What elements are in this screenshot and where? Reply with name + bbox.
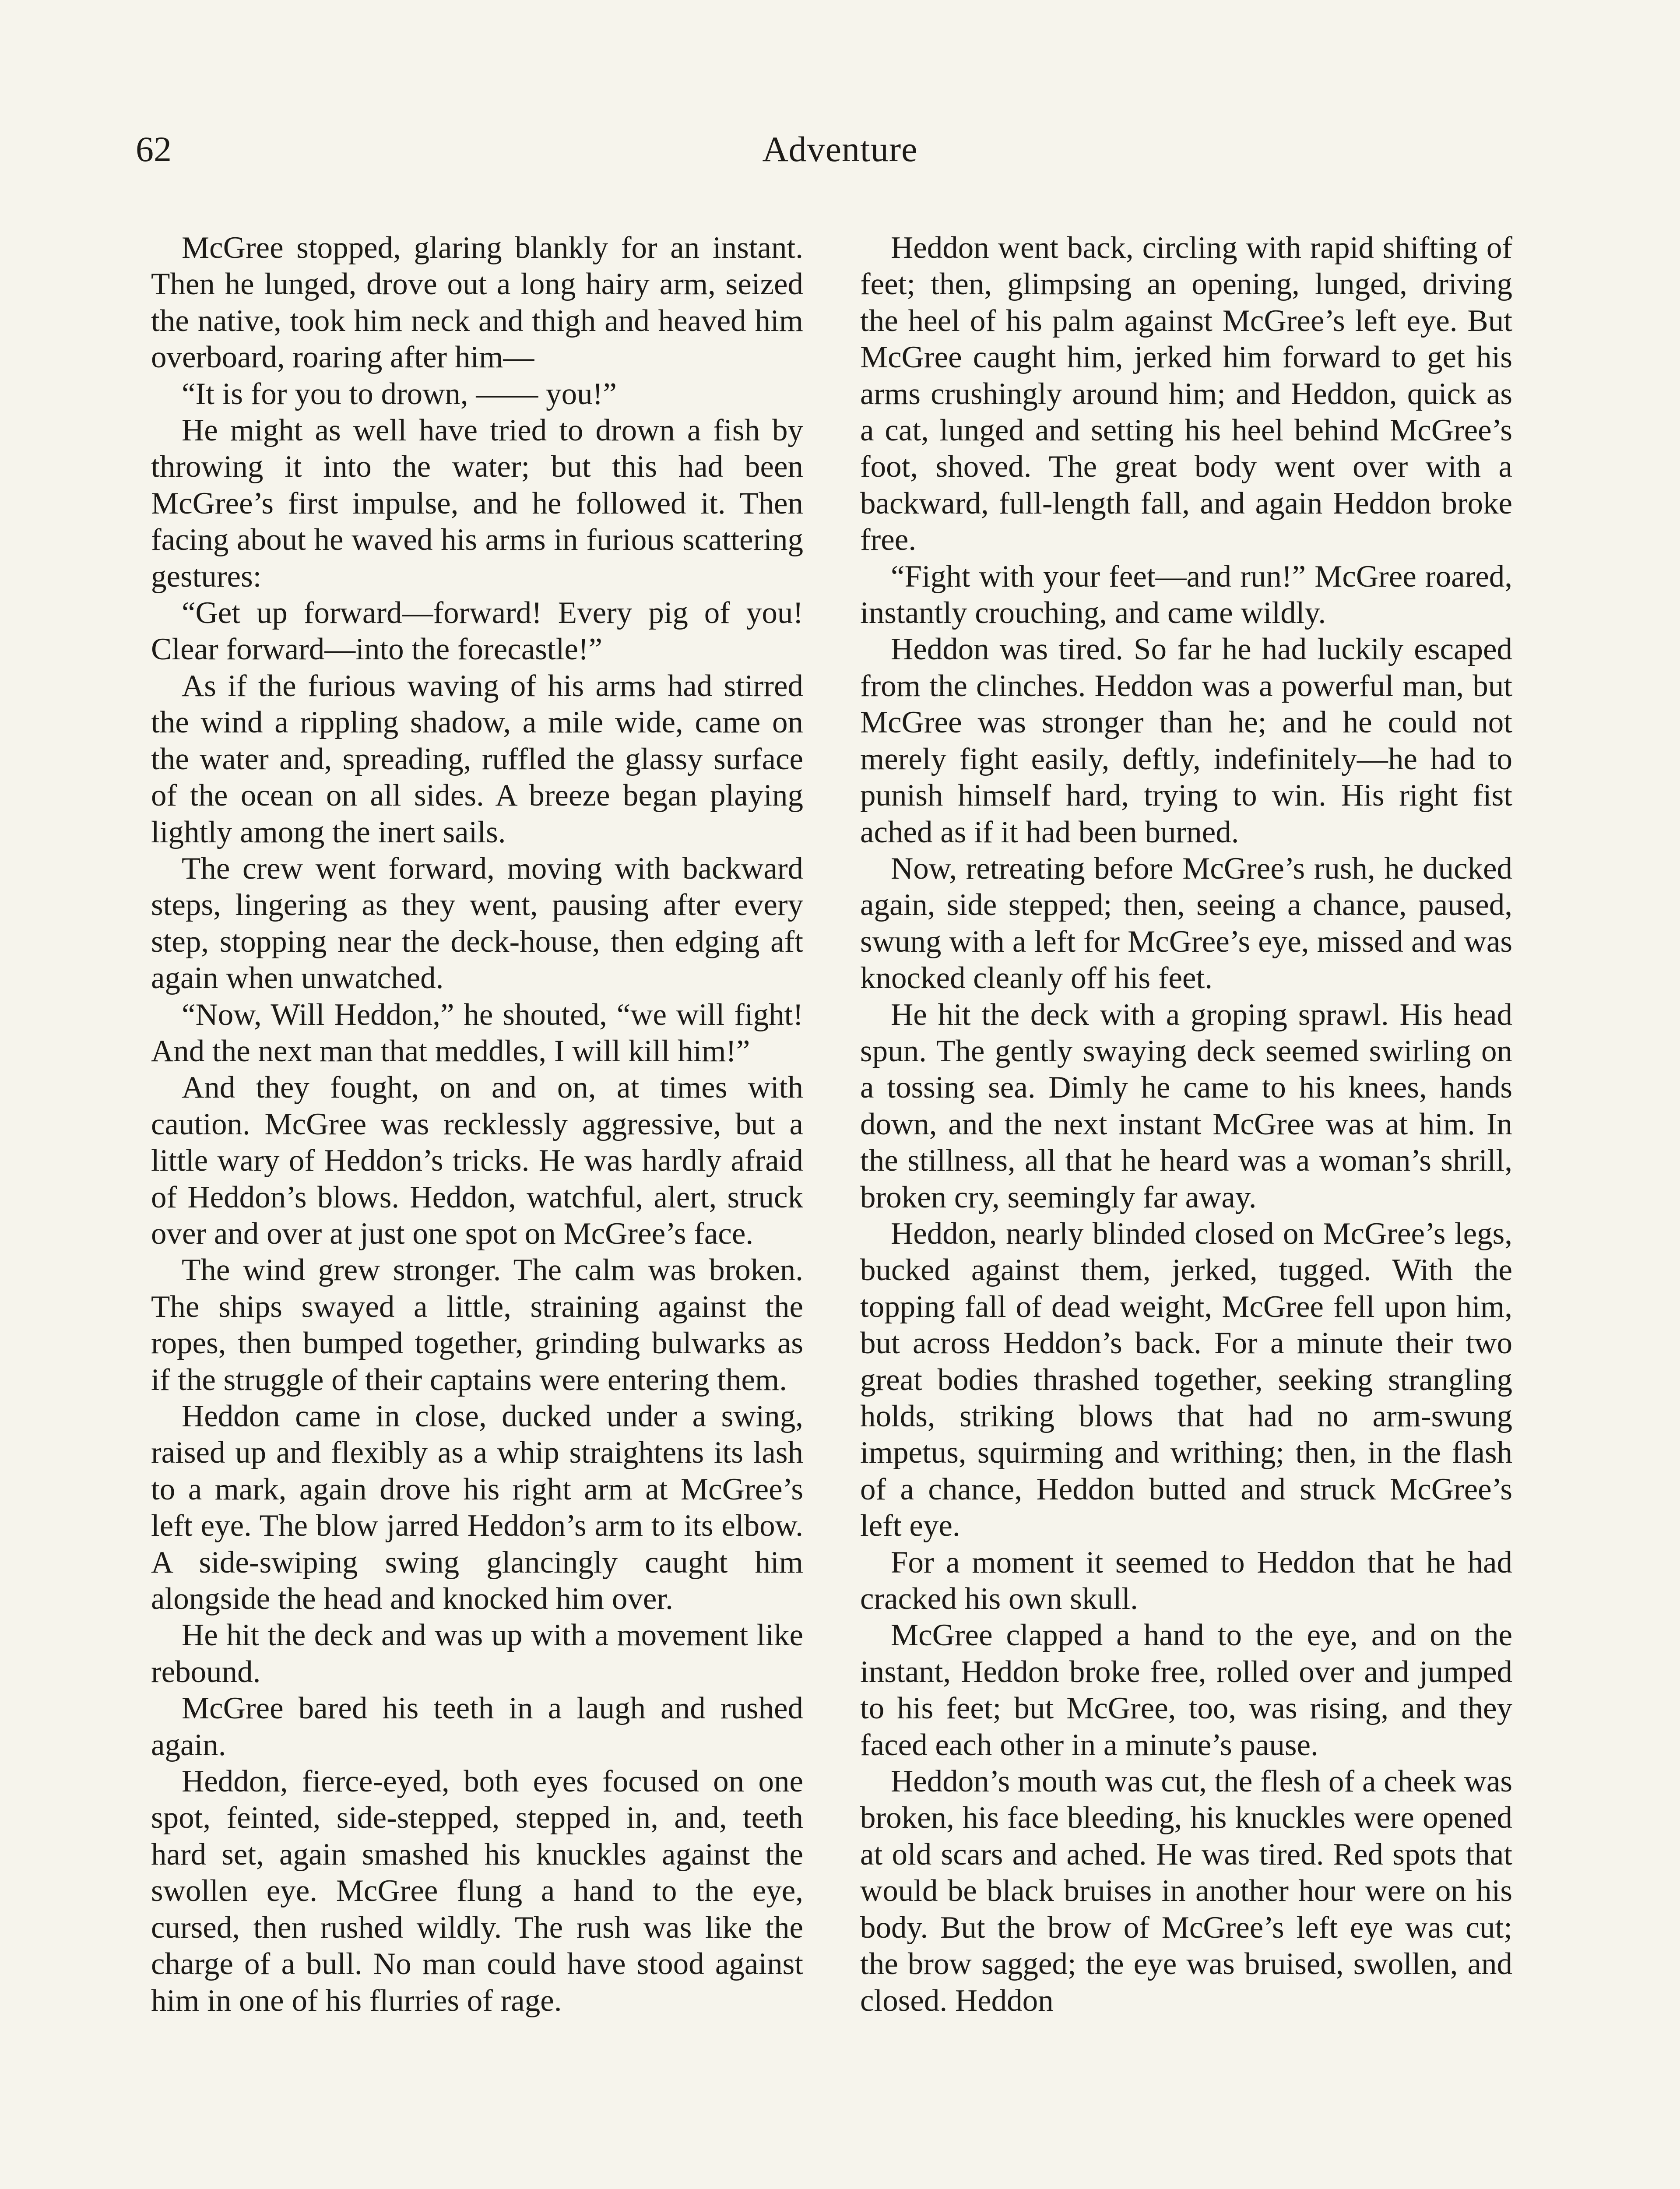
paragraph: Heddon, fierce-eyed, both eyes focused on one spot, feinted, side-stepped, stepped in, and, teeth hard set, again smashed his knuckles against the swollen eye. McGree flung a hand to the eye, cursed, then rushed wildly. The rush was like the charge of a bull. No man could have stood against him in one of his flurries of rage. [151, 1764, 803, 2018]
paragraph: Now, retreating before McGree’s rush, he ducked again, side stepped; then, seeing a chance, paused, swung with a left for McGree’s eye, missed and was knocked cleanly off his feet. [860, 851, 1512, 996]
paragraph: “Get up forward—forward! Every pig of you! Clear forward—into the forecastle!” [151, 596, 803, 667]
paragraph: Heddon’s mouth was cut, the flesh of a cheek was broken, his face bleeding, his knuckles were opened at old scars and ached. He was tired. Red spots that would be black bruises in another hour were on his body. But the brow of McGree’s left eye was cut; the brow sagged; the eye was bruised, swollen, and closed. Heddon [860, 1764, 1512, 2018]
paragraph: “Fight with your feet—and run!” McGree roared, instantly crouching, and came wildly. [860, 559, 1512, 630]
paragraph: Heddon went back, circling with rapid shifting of feet; then, glimpsing an opening, lunged, driving the heel of his palm against McGree’s left eye. But McGree caught him, jerked him forward to get his arms crushingly around him; and Heddon, quick as a cat, lunged and setting his heel behind McGree’s foot, shoved. The great body went over with a backward, full-length fall, and again Heddon broke free. [860, 231, 1512, 557]
paragraph: Heddon was tired. So far he had luckily escaped from the clinches. Heddon was a powerful man, but McGree was stronger than he; and he could not merely fight easily, deftly, indefinitely—he had to punish himself hard, trying to win. His right fist ached as if it had been burned. [860, 632, 1512, 849]
paragraph: And they fought, on and on, at times with caution. McGree was recklessly aggressive, but a little wary of Heddon’s tricks. He was hardly afraid of Heddon’s blows. Heddon, watchful, alert, struck over and over at just one spot on McGree’s face. [151, 1070, 803, 1251]
paragraph: He hit the deck with a groping sprawl. His head spun. The gently swaying deck seemed swirling on a tossing sea. Dimly he came to his knees, hands down, and the next instant McGree was at him. In the stillness, all that he heard was a woman’s shrill, broken cry, seemingly far away. [860, 997, 1512, 1214]
paragraph: He might as well have tried to drown a fish by throwing it into the water; but this had been McGree’s first impulse, and he followed it. Then facing about he waved his arms in furious scattering gestures: [151, 413, 803, 594]
paragraph: He hit the deck and was up with a movement like rebound. [151, 1618, 803, 1689]
left-text-column [151, 230, 803, 2019]
right-text-column [860, 230, 1512, 2019]
paragraph: McGree clapped a hand to the eye, and on the instant, Heddon broke free, rolled over and jumped to his feet; but McGree, too, was rising, and they faced each other in a minute’s pause. [860, 1618, 1512, 1762]
page-number: 62 [136, 129, 172, 169]
paragraph: As if the furious waving of his arms had stirred the wind a rippling shadow, a mile wide, came on the water and, spreading, ruffled the glassy surface of the ocean on all sides. A breeze began playing lightly among the inert sails. [151, 669, 803, 849]
paragraph: The wind grew stronger. The calm was broken. The ships swayed a little, straining against the ropes, then bumped together, grinding bulwarks as if the struggle of their captains were entering them. [151, 1253, 803, 1397]
paragraph: “Now, Will Heddon,” he shouted, “we will fight! And the next man that meddles, I will kill him!” [151, 997, 803, 1068]
running-head-title: Adventure [762, 129, 918, 169]
paragraph: McGree stopped, glaring blankly for an instant. Then he lunged, drove out a long hairy arm, seized the native, took him neck and thigh and heaved him overboard, roaring after him— [151, 231, 803, 375]
paragraph: Heddon came in close, ducked under a swing, raised up and flexibly as a whip straightens its lash to a mark, again drove his right arm at McGree’s left eye. The blow jarred Heddon’s arm to its elbow. A side-swiping swing glancingly caught him alongside the head and knocked him over. [151, 1399, 803, 1616]
paragraph: McGree bared his teeth in a laugh and rushed again. [151, 1691, 803, 1762]
paragraph: Heddon, nearly blinded closed on McGree’s legs, bucked against them, jerked, tugged. With the topping fall of dead weight, McGree fell upon him, but across Heddon’s back. For a minute their two great bodies thrashed together, seeking strangling holds, striking blows that had no arm-swung impetus, squirming and writhing; then, in the flash of a chance, Heddon butted and struck McGree’s left eye. [860, 1216, 1512, 1543]
paragraph: For a moment it seemed to Heddon that he had cracked his own skull. [860, 1545, 1512, 1616]
paragraph: “It is for you to drown, —— you!” [182, 377, 617, 411]
paragraph: The crew went forward, moving with backward steps, lingering as they went, pausing after every step, stopping near the deck-house, then edging aft again when unwatched. [151, 851, 803, 996]
